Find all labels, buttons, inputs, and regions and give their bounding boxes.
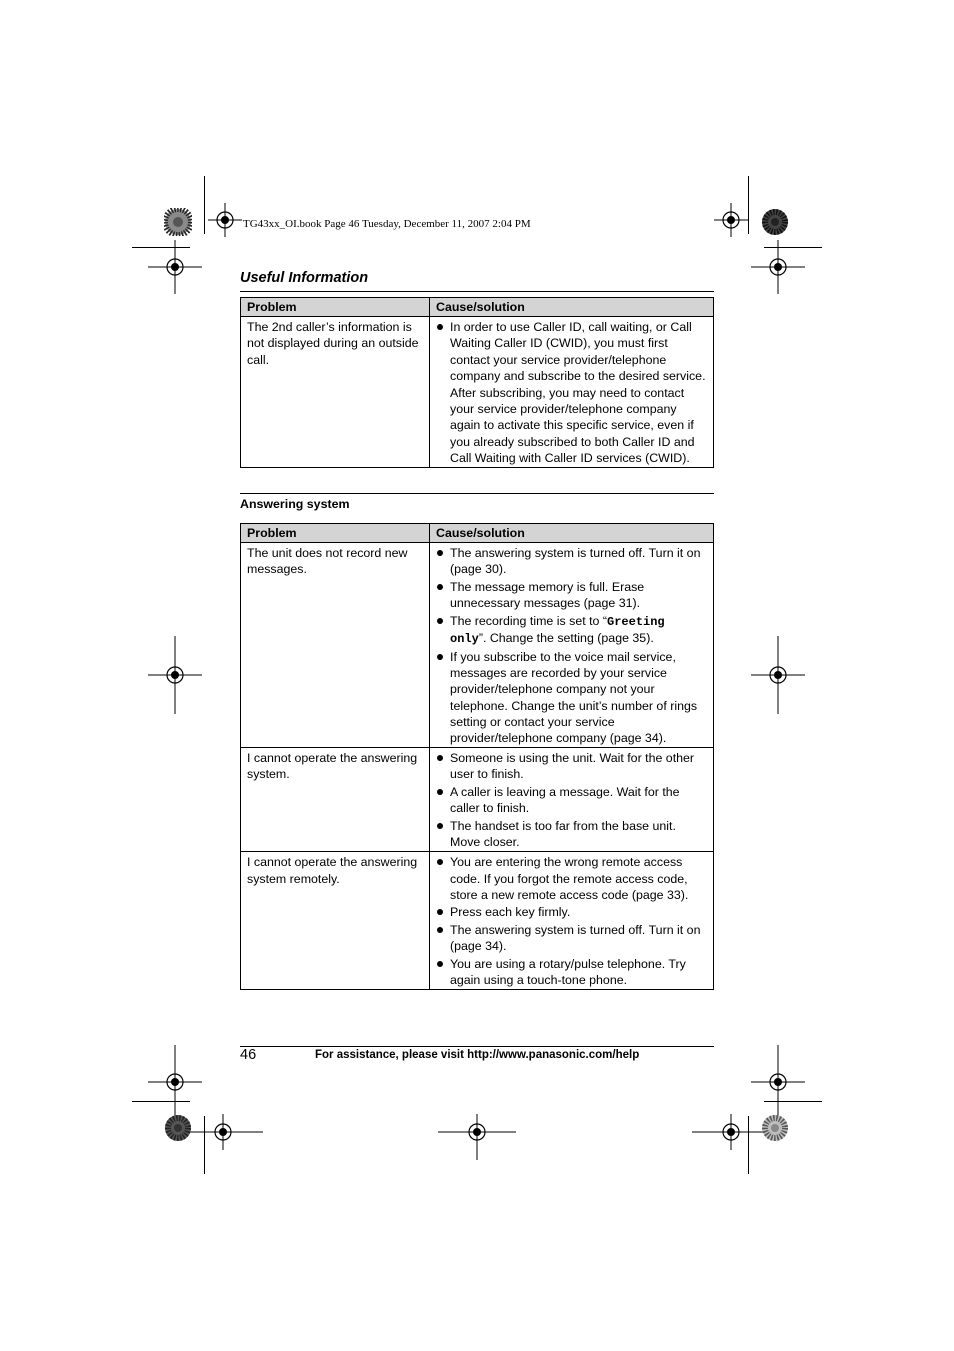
- solution-item: The handset is too far from the base unit. Move closer.: [436, 818, 707, 850]
- page-number: 46: [240, 1047, 257, 1063]
- troubleshooting-table-caller-id: [240, 297, 714, 468]
- registration-mark-icon: [751, 240, 805, 294]
- solution-cell: [430, 748, 714, 852]
- table-header-row: [241, 298, 714, 317]
- solution-item: In order to use Caller ID, call waiting, or Call Waiting Caller ID (CWID), you must first contact your service provider/telephone company and subscribe to the desired service.: [436, 319, 707, 384]
- table-header-row: [241, 524, 714, 543]
- registration-mark-icon: [714, 203, 748, 237]
- solution-list: [436, 750, 707, 850]
- solution-item: The message memory is full. Erase unnecessary messages (page 31).: [436, 579, 707, 611]
- column-header-problem: Problem: [241, 298, 430, 317]
- solution-item: A caller is leaving a message. Wait for the caller to finish.: [436, 784, 707, 816]
- color-calibration-disc-icon: [164, 1114, 192, 1142]
- table-row: [241, 543, 714, 748]
- registration-mark-icon: [751, 1045, 805, 1123]
- solution-list: [436, 545, 707, 746]
- table-row: [241, 852, 714, 990]
- display-text-greeting-only: Greeting only: [450, 615, 665, 647]
- solution-item: The answering system is turned off. Turn it on (page 30).: [436, 545, 707, 577]
- subsection-rule: [240, 493, 714, 494]
- problem-cell: I cannot operate the answering system.: [241, 748, 430, 852]
- troubleshooting-table-answering: [240, 523, 714, 990]
- color-calibration-disc-icon: [164, 208, 192, 236]
- text-fragment: The recording time is set to “: [450, 614, 608, 629]
- registration-mark-icon: [148, 1045, 202, 1123]
- solution-item: If you subscribe to the voice mail service, messages are recorded by your service provider/telephone company not your telephone. Change the unit’s number of rings setting or contact your service provider/telephone company (page 34).: [436, 649, 707, 746]
- registration-mark-icon: [438, 1114, 516, 1160]
- color-calibration-disc-icon: [761, 1114, 789, 1142]
- solution-item: You are using a rotary/pulse telephone. Try again using a touch-tone phone.: [436, 956, 707, 988]
- registration-mark-icon: [148, 240, 202, 294]
- solution-item: Someone is using the unit. Wait for the other user to finish.: [436, 750, 707, 782]
- solution-item: Press each key firmly.: [436, 904, 707, 920]
- book-header: TG43xx_OI.book Page 46 Tuesday, December 11, 2007 2:04 PM: [243, 218, 531, 230]
- solution-list: [436, 854, 707, 988]
- registration-mark-icon: [751, 636, 805, 714]
- registration-mark-icon: [185, 1114, 263, 1150]
- problem-cell: The 2nd caller’s information is not displayed during an outside call.: [241, 317, 430, 468]
- color-calibration-disc-icon: [761, 208, 789, 236]
- column-header-cause: Cause/solution: [430, 524, 714, 543]
- solution-item: The answering system is turned off. Turn it on (page 34).: [436, 922, 707, 954]
- solution-list: [436, 319, 707, 384]
- table-row: [241, 317, 714, 468]
- problem-cell: The unit does not record new messages.: [241, 543, 430, 748]
- assistance-link-text: For assistance, please visit http://www.panasonic.com/help: [315, 1049, 640, 1061]
- text-fragment: ”. Change the setting (page 35).: [478, 631, 654, 646]
- solution-item: You are entering the wrong remote access code. If you forgot the remote access code, store a new remote access code (page 33).: [436, 854, 707, 903]
- table-row: [241, 748, 714, 852]
- registration-mark-icon: [692, 1114, 770, 1150]
- solution-cell: [430, 317, 714, 468]
- footer-rule: [240, 1046, 714, 1047]
- solution-item-recording-time: [436, 613, 707, 647]
- problem-cell: I cannot operate the answering system remotely.: [241, 852, 430, 990]
- solution-cell: [430, 543, 714, 748]
- solution-followup: After subscribing, you may need to contact your service provider/telephone company again to activate this specific service, even if you already subscribed to both Caller ID and Call Waiting with Caller ID services (CWID).: [450, 386, 695, 465]
- column-header-problem: Problem: [241, 524, 430, 543]
- registration-mark-icon: [148, 636, 202, 714]
- section-rule: [240, 291, 714, 292]
- solution-cell: [430, 852, 714, 990]
- column-header-cause: Cause/solution: [430, 298, 714, 317]
- section-title: Useful Information: [240, 270, 369, 286]
- registration-mark-icon: [208, 203, 242, 237]
- subsection-title: Answering system: [240, 497, 350, 511]
